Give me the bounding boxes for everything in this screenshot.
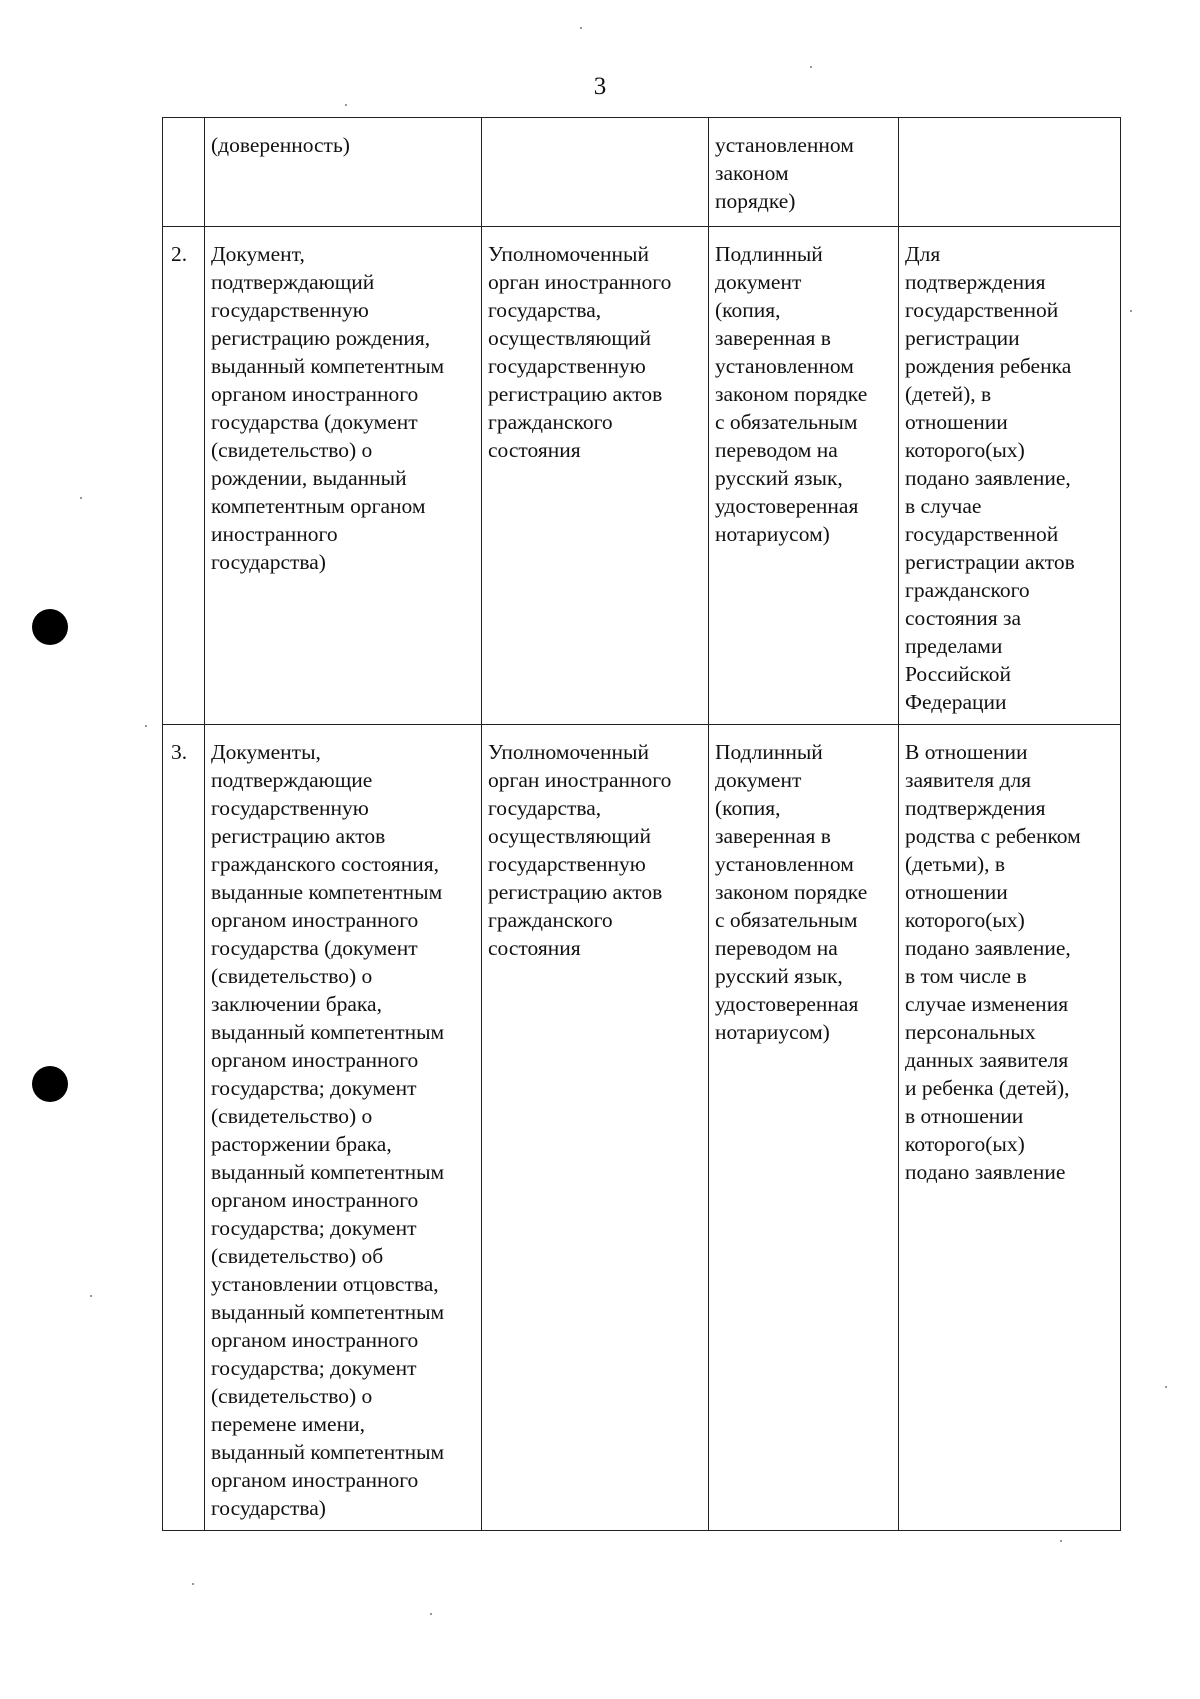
row-number-cell	[163, 118, 205, 227]
table-row	[163, 227, 1121, 725]
page-number: 3	[593, 73, 607, 100]
punch-hole-bottom	[32, 1066, 68, 1102]
scan-speck	[1130, 310, 1132, 312]
scan-speck	[580, 27, 582, 29]
scan-speck	[90, 1295, 92, 1297]
document-form-cell: установленном законом порядке)	[709, 118, 899, 227]
document-name-cell: Документы, подтверждающие государственную регистрацию актов гражданского состояния, выданные компетентным органом иностранного государства (документ (свидетельство) о заключении брака, выданный компетентным органом иностранного государства; документ (свидетельство) о расторжении брака, выданный компетентным органом иностранного государства; документ (свидетельство) об установлении отцовства, выданный компетентным органом иностранного государства; документ (свидетельство) о перемене имени, выданный компетентным органом иностранного государства)	[205, 725, 482, 1531]
document-form-cell: Подлинный документ (копия, заверенная в установленном законом порядке с обязательным переводом на русский язык, удостоверенная нотариусом)	[709, 227, 899, 725]
issuing-authority-cell: Уполномоченный орган иностранного государства, осуществляющий государственную регистрацию актов гражданского состояния	[482, 725, 709, 1531]
scan-speck	[430, 1613, 432, 1615]
document-name-cell: (доверенность)	[205, 118, 482, 227]
purpose-cell: В отношении заявителя для подтверждения родства с ребенком (детьми), в отношении которого(ых) подано заявление, в том числе в случае изменения персональных данных заявителя и ребенка (детей), в отношении которого(ых) подано заявление	[899, 725, 1121, 1531]
scan-speck	[810, 66, 812, 68]
scan-speck	[145, 725, 147, 727]
scan-speck	[192, 1583, 194, 1585]
scan-speck	[1165, 1386, 1167, 1388]
document-name-cell: Документ, подтверждающий государственную регистрацию рождения, выданный компетентным органом иностранного государства (документ (свидетельство) о рождении, выданный компетентным органом иностранного государства)	[205, 227, 482, 725]
purpose-cell	[899, 118, 1121, 227]
issuing-authority-cell	[482, 118, 709, 227]
punch-hole-top	[32, 609, 68, 645]
table-row	[163, 725, 1121, 1531]
scan-speck	[345, 104, 347, 106]
row-number-cell: 2.	[163, 227, 205, 725]
document-form-cell: Подлинный документ (копия, заверенная в установленном законом порядке с обязательным переводом на русский язык, удостоверенная нотариусом)	[709, 725, 899, 1531]
purpose-cell: Для подтверждения государственной регистрации рождения ребенка (детей), в отношении которого(ых) подано заявление, в случае государственной регистрации актов гражданского состояния за пределами Российской Федерации	[899, 227, 1121, 725]
scan-speck	[1060, 1540, 1062, 1542]
table-row	[163, 118, 1121, 227]
row-number-cell: 3.	[163, 725, 205, 1531]
documents-table	[162, 117, 1121, 1531]
issuing-authority-cell: Уполномоченный орган иностранного государства, осуществляющий государственную регистрацию актов гражданского состояния	[482, 227, 709, 725]
scan-speck	[80, 497, 82, 499]
